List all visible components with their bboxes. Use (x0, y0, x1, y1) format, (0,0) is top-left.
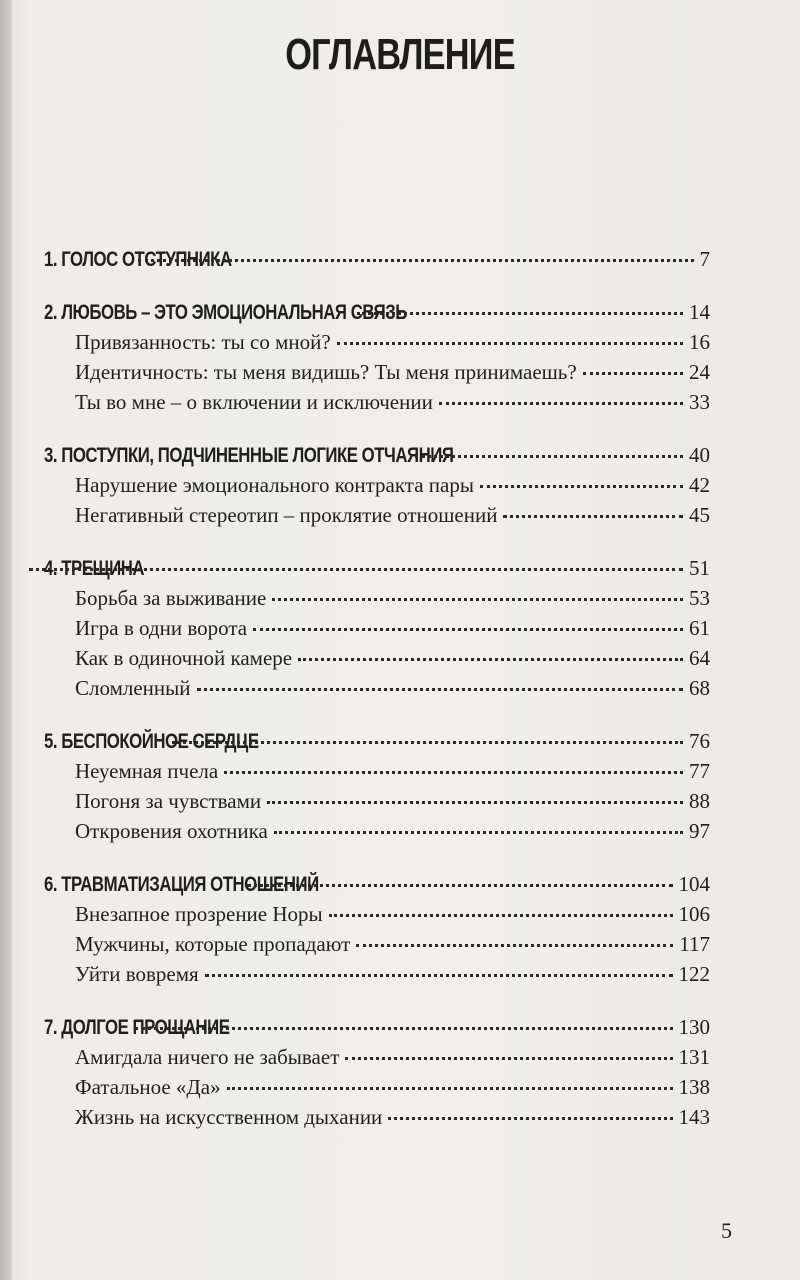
dot-leader (356, 944, 673, 947)
toc-chapter-entry[interactable] (44, 553, 710, 583)
toc-chapter-entry-page-number: 14 (689, 300, 710, 324)
toc-subsection-entry[interactable] (44, 387, 710, 417)
toc-subsection-entry-title: Игра в одни ворота (75, 616, 248, 640)
toc-subsection-entry-title: Амигдала ничего не забывает (75, 1045, 340, 1069)
toc-subsection-entry-page-number: 61 (689, 616, 710, 640)
toc-subsection-entry[interactable] (44, 643, 710, 673)
toc-chapter-entry-title: 6. ТРАВМАТИЗАЦИЯ ОТНОШЕНИЙ (44, 873, 319, 896)
toc-subsection-entry-page-number: 42 (689, 473, 710, 497)
toc-chapter-entry-page-number: 7 (699, 247, 710, 271)
dot-leader (439, 402, 683, 405)
toc-subsection-entry-page-number: 64 (689, 646, 710, 670)
toc-subsection-entry[interactable] (44, 756, 710, 786)
toc-subsection-entry-page-number: 117 (679, 932, 710, 956)
toc-chapter-entry-title: 4. ТРЕЩИНА (44, 557, 145, 580)
toc-chapter-entry-page-number: 51 (689, 556, 710, 580)
page-title: ОГЛАВЛЕНИЕ (285, 30, 515, 79)
dot-leader (480, 485, 683, 488)
toc-chapter-entry[interactable] (44, 869, 710, 899)
toc-subsection-entry-title: Откровения охотника (75, 819, 268, 843)
toc-subsection-entry[interactable] (44, 816, 710, 846)
table-of-contents (44, 244, 710, 1155)
dot-leader (357, 312, 683, 315)
toc-subsection-entry-page-number: 88 (689, 789, 710, 813)
dot-leader (388, 1117, 672, 1120)
toc-subsection-entry-title: Жизнь на искусственном дыхании (75, 1105, 383, 1129)
toc-subsection-entry-title: Борьба за выживание (75, 586, 267, 610)
dot-leader (138, 259, 694, 262)
toc-subsection-entry-title: Погоня за чувствами (75, 789, 262, 813)
toc-section (44, 726, 710, 846)
toc-subsection-entry[interactable] (44, 357, 710, 387)
toc-subsection-entry[interactable] (44, 327, 710, 357)
toc-chapter-entry[interactable] (44, 244, 710, 274)
toc-subsection-entry-title: Мужчины, которые пропадают (75, 932, 351, 956)
dot-leader (272, 598, 683, 601)
toc-section (44, 440, 710, 530)
dot-leader (29, 568, 684, 571)
dot-leader (337, 342, 683, 345)
page-number: 5 (721, 1218, 732, 1243)
toc-subsection-entry-page-number: 77 (689, 759, 710, 783)
toc-subsection-entry-page-number: 138 (678, 1075, 710, 1099)
toc-section (44, 869, 710, 989)
toc-subsection-entry[interactable] (44, 929, 710, 959)
toc-subsection-entry-page-number: 97 (689, 819, 710, 843)
toc-subsection-entry[interactable] (44, 959, 710, 989)
toc-chapter-entry-title: 5. БЕСПОКОЙНОЕ СЕРДЦЕ (44, 730, 259, 753)
page-spine-shadow (0, 0, 12, 1280)
dot-leader (298, 658, 683, 661)
dot-leader (503, 515, 683, 518)
toc-subsection-entry-page-number: 33 (689, 390, 710, 414)
toc-section (44, 244, 710, 274)
toc-chapter-entry-title: 7. ДОЛГОЕ ПРОЩАНИЕ (44, 1016, 230, 1039)
dot-leader (135, 1027, 672, 1030)
toc-chapter-entry-page-number: 40 (689, 443, 710, 467)
toc-subsection-entry[interactable] (44, 786, 710, 816)
toc-subsection-entry-title: Привязанность: ты со мной? (75, 330, 331, 354)
toc-chapter-entry-page-number: 76 (689, 729, 710, 753)
toc-subsection-entry-title: Идентичность: ты меня видишь? Ты меня принимаешь? (75, 360, 577, 384)
toc-chapter-entry[interactable] (44, 440, 710, 470)
toc-subsection-entry-page-number: 24 (689, 360, 710, 384)
toc-subsection-entry[interactable] (44, 1072, 710, 1102)
toc-subsection-entry-page-number: 131 (678, 1045, 710, 1069)
toc-chapter-entry[interactable] (44, 1012, 710, 1042)
toc-subsection-entry[interactable] (44, 613, 710, 643)
toc-subsection-entry[interactable] (44, 500, 710, 530)
dot-leader (172, 741, 683, 744)
dot-leader (415, 455, 683, 458)
toc-subsection-entry-page-number: 143 (678, 1105, 710, 1129)
dot-leader (583, 372, 683, 375)
toc-subsection-entry-title: Внезапное прозрение Норы (75, 902, 323, 926)
toc-subsection-entry[interactable] (44, 1102, 710, 1132)
toc-subsection-entry-title: Сломленный (75, 676, 191, 700)
toc-chapter-entry-page-number: 104 (678, 872, 710, 896)
toc-chapter-entry-title: 1. ГОЛОС ОТСТУПНИКА (44, 248, 232, 271)
toc-chapter-entry[interactable] (44, 726, 710, 756)
toc-subsection-entry[interactable] (44, 673, 710, 703)
dot-leader (197, 688, 684, 691)
toc-subsection-entry-page-number: 53 (689, 586, 710, 610)
dot-leader (205, 974, 673, 977)
toc-chapter-entry-title: 3. ПОСТУПКИ, ПОДЧИНЕННЫЕ ЛОГИКЕ ОТЧАЯНИЯ (44, 444, 454, 467)
toc-subsection-entry[interactable] (44, 899, 710, 929)
toc-chapter-entry-title: 2. ЛЮБОВЬ – ЭТО ЭМОЦИОНАЛЬНАЯ СВЯЗЬ (44, 301, 407, 324)
toc-subsection-entry[interactable] (44, 1042, 710, 1072)
dot-leader (267, 801, 683, 804)
dot-leader (227, 1087, 673, 1090)
toc-chapter-entry[interactable] (44, 297, 710, 327)
toc-subsection-entry[interactable] (44, 583, 710, 613)
dot-leader (274, 831, 683, 834)
toc-subsection-entry-page-number: 122 (678, 962, 710, 986)
toc-subsection-entry-title: Фатальное «Да» (75, 1075, 221, 1099)
dot-leader (224, 771, 683, 774)
toc-subsection-entry-title: Нарушение эмоционального контракта пары (75, 473, 474, 497)
toc-subsection-entry-page-number: 45 (689, 503, 710, 527)
toc-subsection-entry-title: Ты во мне – о включении и исключении (75, 390, 433, 414)
toc-subsection-entry-title: Негативный стереотип – проклятие отношений (75, 503, 498, 527)
toc-subsection-entry-title: Как в одиночной камере (75, 646, 293, 670)
toc-subsection-entry-title: Неуемная пчела (75, 759, 219, 783)
toc-section (44, 553, 710, 703)
dot-leader (247, 884, 673, 887)
dot-leader (329, 914, 673, 917)
toc-section (44, 1012, 710, 1132)
toc-subsection-entry-page-number: 106 (678, 902, 710, 926)
toc-subsection-entry-title: Уйти вовремя (75, 962, 199, 986)
dot-leader (345, 1057, 672, 1060)
toc-section (44, 297, 710, 417)
dot-leader (253, 628, 683, 631)
toc-subsection-entry-page-number: 16 (689, 330, 710, 354)
toc-subsection-entry[interactable] (44, 470, 710, 500)
toc-subsection-entry-page-number: 68 (689, 676, 710, 700)
toc-chapter-entry-page-number: 130 (678, 1015, 710, 1039)
